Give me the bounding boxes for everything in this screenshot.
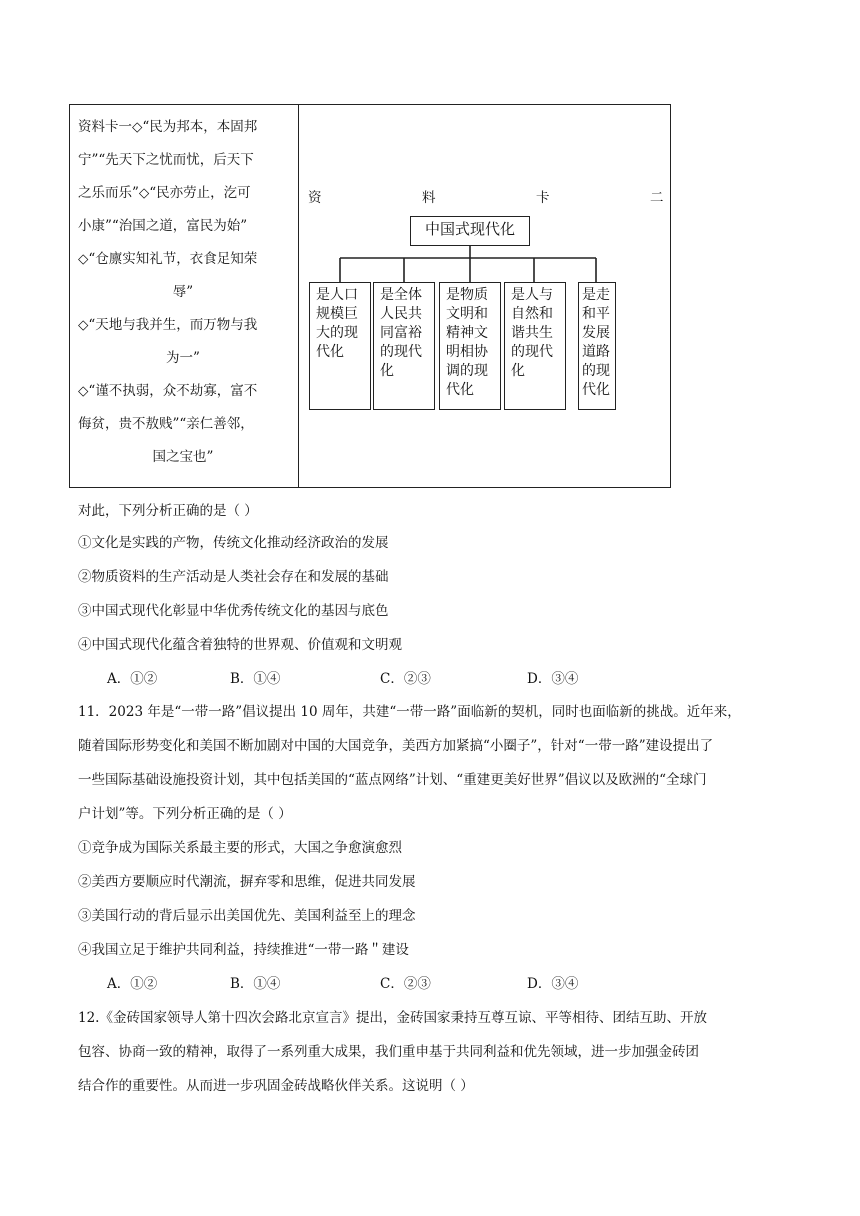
q11-line: 随着国际形势变化和美国不断加剧对中国的大国竞争，美西方加紧搞“小圈子”，针对“一带一路”建设提出了 xyxy=(78,738,714,754)
q10-item: ④中国式现代化蕴含着独特的世界观、价值观和文明观 xyxy=(78,637,402,653)
diagram-child-node: 是人与自然和谐共生的现代化 xyxy=(504,282,566,410)
q11-line: 一些国际基础设施投资计划，其中包括美国的“蓝点网络”计划、“重建更美好世界”倡议以及欧洲的“全球门 xyxy=(78,772,707,788)
q12-line: 12.《金砖国家领导人第十四次会路北京宣言》提出，金砖国家秉持互尊互谅、平等相待、团结互助、开放 xyxy=(78,1010,707,1026)
card1-line: ◇“仓廪实知礼节，衣食足知荣 xyxy=(78,251,258,267)
q11-option-b: B．①④ xyxy=(230,976,281,992)
card1-line: 小康”“治国之道，富民为始” xyxy=(78,218,248,234)
diagram-child-node: 是全体人民共同富裕的现代化 xyxy=(373,282,435,410)
card2-label-char: 资 xyxy=(308,190,322,206)
q12-line: 包容、协商一致的精神，取得了一系列重大成果，我们重申基于共同利益和优先领域，进一步加强金砖团 xyxy=(78,1044,699,1060)
q11-option-c: C．②③ xyxy=(380,976,431,992)
diagram-child-node: 是走和平发展道路的现代化 xyxy=(578,282,616,410)
card2-label-char: 二 xyxy=(650,190,664,206)
q11-line: 11．2023 年是“一带一路”倡议提出 10 周年，共建“一带一路”面临新的契机，同时也面临新的挑战。近年来， xyxy=(78,704,741,720)
q11-option-d: D．③④ xyxy=(527,976,579,992)
q10-option-d: D．③④ xyxy=(527,671,579,687)
diagram-child-node: 是人口规模巨大的现代化 xyxy=(309,282,371,410)
q10-item: ①文化是实践的产物，传统文化推动经济政治的发展 xyxy=(78,535,389,551)
diagram-connectors xyxy=(0,0,860,300)
q10-stem: 对此，下列分析正确的是（ ） xyxy=(78,503,258,519)
q11-item: ③美国行动的背后显示出美国优先、美国利益至上的理念 xyxy=(78,908,416,924)
q11-item: ④我国立足于维护共同利益，持续推进“一带一路＂建设 xyxy=(78,942,409,958)
card1-line: ◇“谨不执弱，众不劫寡，富不 xyxy=(78,383,258,399)
q10-item: ③中国式现代化彰显中华优秀传统文化的基因与底色 xyxy=(78,603,389,619)
card1-line: ◇“天地与我并生，而万物与我 xyxy=(78,317,258,333)
card2-label-char: 卡 xyxy=(536,190,550,206)
diagram-root-node: 中国式现代化 xyxy=(410,216,530,246)
q10-option-b: B．①④ xyxy=(230,671,281,687)
diagram-child-node: 是物质文明和精神文明相协调的现代化 xyxy=(439,282,501,410)
q10-item: ②物质资料的生产活动是人类社会存在和发展的基础 xyxy=(78,569,389,585)
card1-line: 资料卡一◇“民为邦本，本固邦 xyxy=(78,119,258,135)
q11-option-a: A．①② xyxy=(107,976,158,992)
card2-label-char: 料 xyxy=(422,190,436,206)
q11-line: 户计划”等。下列分析正确的是（ ） xyxy=(78,806,292,822)
q10-option-c: C．②③ xyxy=(380,671,431,687)
card1-line: 为一” xyxy=(166,350,200,366)
card1-line: 辱” xyxy=(172,284,194,300)
q12-line: 结合作的重要性。从而进一步巩固金砖战略伙伴关系。这说明（ ） xyxy=(78,1078,474,1094)
q11-item: ②美西方要顺应时代潮流，摒弃零和思维，促进共同发展 xyxy=(78,874,416,890)
card1-line: 侮贫，贵不敖贱”“亲仁善邻， xyxy=(78,416,254,432)
card1-line: 宁”“先天下之忧而忧，后天下 xyxy=(78,152,254,168)
q10-option-a: A．①② xyxy=(107,671,158,687)
card1-line: 之乐而乐”◇“民亦劳止，汔可 xyxy=(78,185,251,201)
card1-line: 国之宝也” xyxy=(152,449,214,465)
q11-item: ①竞争成为国际关系最主要的形式，大国之争愈演愈烈 xyxy=(78,840,402,856)
